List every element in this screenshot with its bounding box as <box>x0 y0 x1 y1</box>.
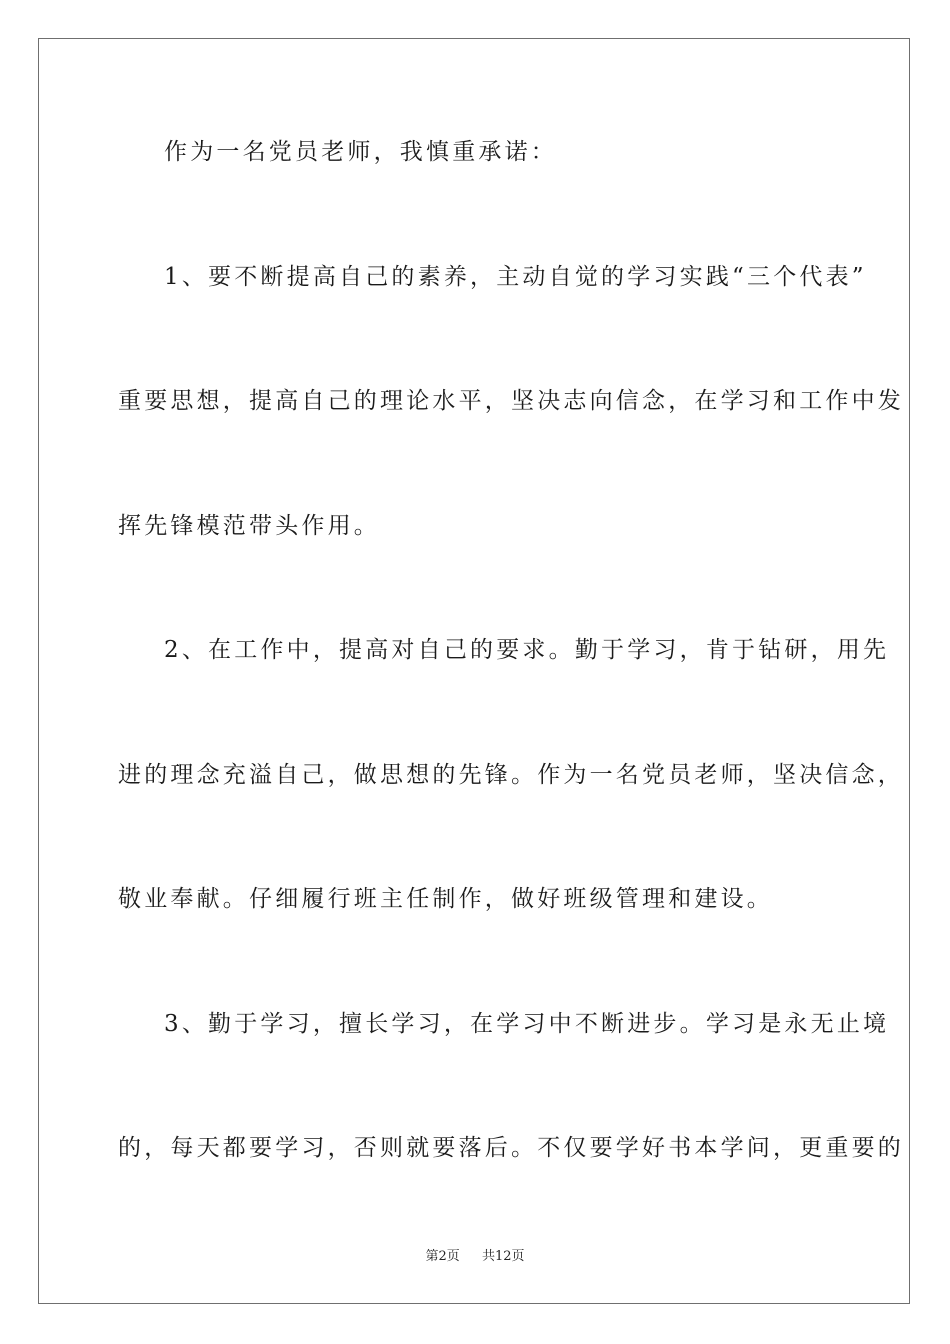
page-border <box>38 38 910 1304</box>
body-line-4: 挥先锋模范带头作用。 <box>118 513 380 539</box>
page-number-total: 共12页 <box>482 1249 525 1264</box>
body-line-7: 敬业奉献。仔细履行班主任制作，做好班级管理和建设。 <box>118 886 773 912</box>
body-line-1: 作为一名党员老师，我慎重承诺： <box>164 139 557 165</box>
body-line-3: 重要思想，提高自己的理论水平，坚决志向信念，在学习和工作中发 <box>118 388 904 414</box>
body-line-6: 进的理念充溢自己，做思想的先锋。作为一名党员老师，坚决信念， <box>118 762 904 788</box>
body-line-2: 1、要不断提高自己的素养，主动自觉的学习实践“三个代表” <box>164 264 867 290</box>
body-line-9: 的，每天都要学习，否则就要落后。不仅要学好书本学问，更重要的 <box>118 1135 904 1161</box>
body-line-8: 3、勤于学习，擅长学习，在学习中不断进步。学习是永无止境 <box>164 1011 890 1037</box>
body-line-5: 2、在工作中，提高对自己的要求。勤于学习，肯于钻研，用先 <box>164 637 890 663</box>
page-footer <box>0 1248 950 1266</box>
page-number-current: 第2页 <box>425 1249 460 1264</box>
